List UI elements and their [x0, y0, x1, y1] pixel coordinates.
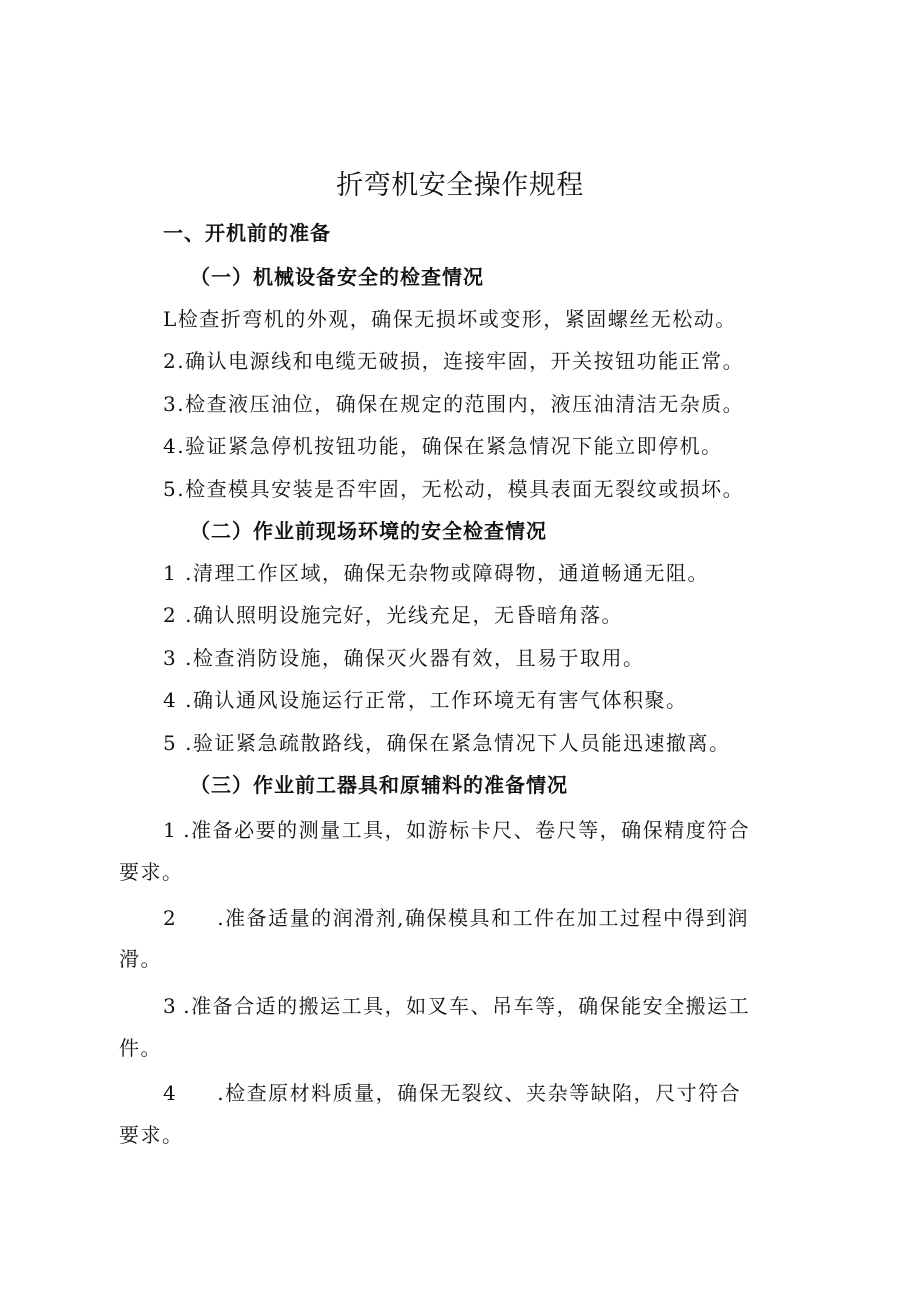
paragraph-2-5: 5 .验证紧急疏散路线，确保在紧急情况下人员能迅速撤离。 — [163, 731, 731, 755]
paragraph-3-4 — [163, 1078, 741, 1108]
subsection-heading-3: （三）作业前工器具和原辅料的准备情况 — [190, 773, 568, 797]
item-number: 2 — [163, 906, 178, 930]
page-title: 折弯机安全操作规程 — [336, 170, 584, 201]
paragraph-3-4-cont: 要求。 — [119, 1123, 184, 1147]
paragraph-1-2: 2.确认电源线和电缆无破损，连接牢固，开关按钮功能正常。 — [163, 349, 745, 373]
paragraph-3-3 — [163, 991, 750, 1021]
paragraph-2-2: 2 .确认照明设施完好，光线充足，无昏暗角落。 — [163, 603, 623, 627]
item-number: 4 — [163, 1081, 178, 1105]
item-text: .准备必要的测量工具，如游标卡尺、卷尺等，确保精度符合 — [183, 818, 751, 842]
paragraph-3-2-cont: 滑。 — [119, 947, 162, 971]
paragraph-3-1-cont: 要求。 — [119, 860, 184, 884]
item-number: 3 — [163, 994, 178, 1018]
paragraph-1-3: 3.检查液压油位，确保在规定的范围内，液压油清洁无杂质。 — [163, 392, 745, 416]
paragraph-1-5: 5.检查模具安装是否牢固，无松动，模具表面无裂纹或损坏。 — [163, 477, 745, 501]
section-heading-1: 一、开机前的准备 — [163, 221, 331, 245]
item-text: .准备合适的搬运工具，如叉车、吊车等，确保能安全搬运工 — [183, 994, 751, 1018]
paragraph-3-2 — [163, 903, 749, 933]
paragraph-2-1: 1 .清理工作区域，确保无杂物或障碍物，通道畅通无阻。 — [163, 561, 709, 585]
paragraph-2-4: 4 .确认通风设施运行正常，工作环境无有害气体积聚。 — [163, 688, 688, 712]
item-number: 1 — [163, 818, 178, 842]
subsection-heading-1: （一）机械设备安全的检查情况 — [190, 265, 484, 289]
subsection-heading-2: （二）作业前现场环境的安全检查情况 — [190, 519, 547, 543]
item-text: .准备适量的润滑剂,确保模具和工件在加工过程中得到润 — [217, 906, 749, 930]
paragraph-2-3: 3 .检查消防设施，确保灭火器有效，且易于取用。 — [163, 646, 645, 670]
paragraph-1-4: 4.验证紧急停机按钮功能，确保在紧急情况下能立即停机。 — [163, 434, 723, 458]
paragraph-1-1: L检查折弯机的外观，确保无损坏或变形，紧固螺丝无松动。 — [163, 307, 737, 331]
item-text: .检查原材料质量，确保无裂纹、夹杂等缺陷，尺寸符合 — [217, 1081, 742, 1105]
paragraph-3-3-cont: 件。 — [119, 1036, 162, 1060]
paragraph-3-1 — [163, 815, 750, 845]
